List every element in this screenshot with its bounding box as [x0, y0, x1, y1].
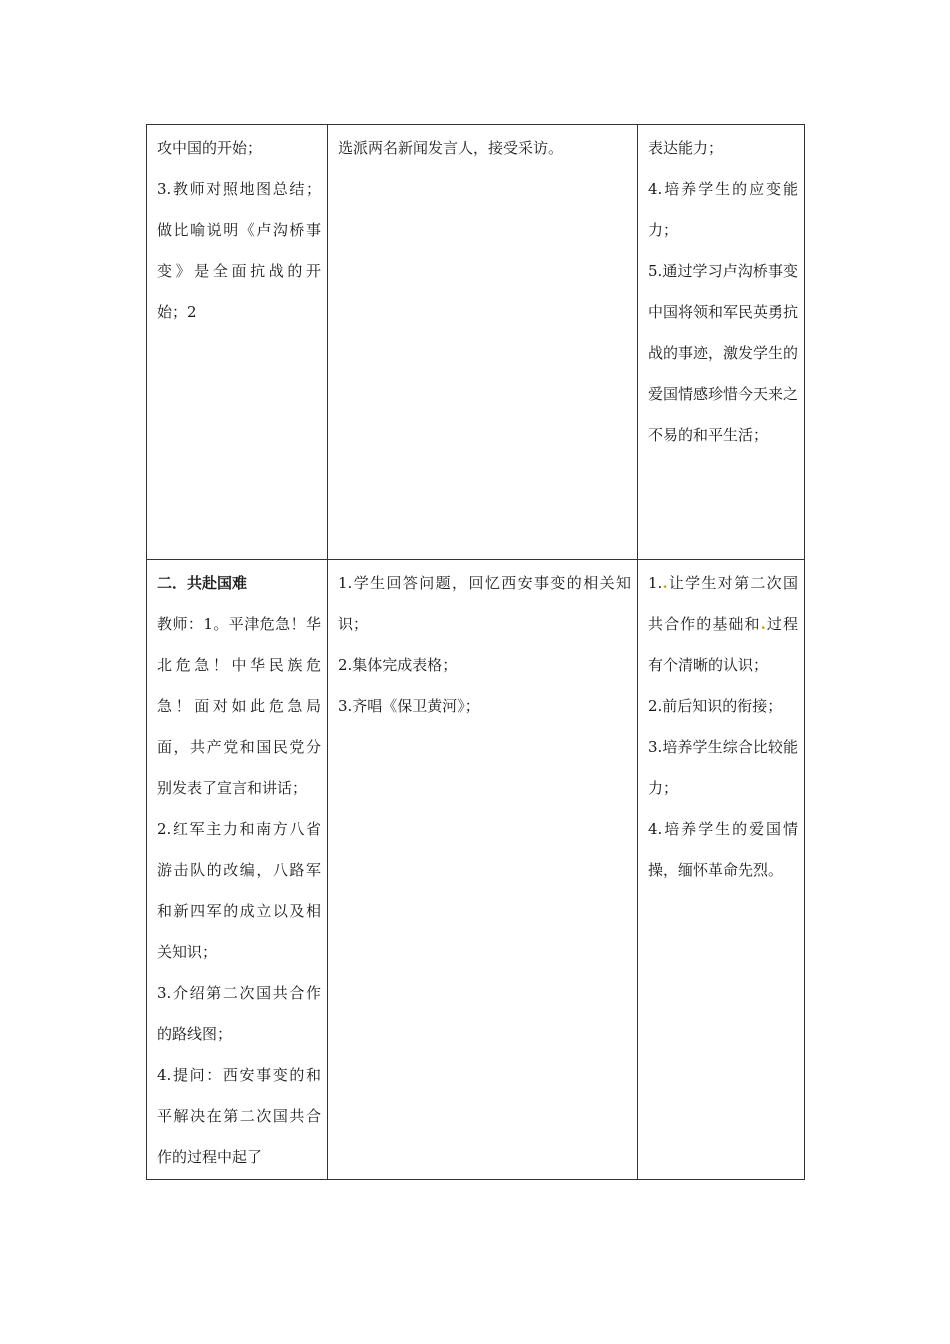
paragraph: 2.集体完成表格；	[338, 656, 458, 674]
paragraph: 3.介绍第二次国共合作的路线图；	[157, 984, 321, 1043]
lesson-plan-table	[146, 124, 805, 1180]
paragraph: 3.教师对照地图总结；做比喻说明《卢沟桥事变》是全面抗战的开始；2	[157, 180, 321, 321]
table-row	[147, 125, 805, 560]
student-activity-cell	[328, 125, 638, 560]
paragraph: 3.齐唱《保卫黄河》；	[338, 697, 480, 715]
teacher-activity-cell	[147, 125, 328, 560]
paragraph: 4.培养学生的应变能力；	[648, 180, 798, 239]
teacher-activity-cell	[147, 560, 328, 1180]
paragraph: 2.红军主力和南方八省游击队的改编，八路军和新四军的成立以及相关知识；	[157, 820, 321, 961]
item-number: 1.	[648, 574, 663, 592]
paragraph	[648, 563, 798, 686]
design-intent-cell	[638, 560, 805, 1180]
table-row	[147, 560, 805, 1180]
paragraph: 4.提问：西安事变的和平解决在第二次国共合作的过程中起了	[157, 1066, 321, 1166]
paragraph: 选派两名新闻发言人，接受采访。	[338, 139, 564, 157]
paragraph: 2.前后知识的衔接；	[648, 697, 783, 715]
student-activity-cell	[328, 560, 638, 1180]
item-text: 让学生对第二次国共合作的基础和	[648, 574, 798, 633]
yellow-mark: .	[760, 615, 766, 633]
paragraph: 5.通过学习卢沟桥事变中国将领和军民英勇抗战的事迹，激发学生的爱国情感珍惜今天来之不易的和平生活；	[648, 262, 799, 444]
paragraph: 表达能力；	[648, 139, 724, 157]
yellow-mark: .	[662, 574, 668, 592]
paragraph: 1.学生回答问题，回忆西安事变的相关知识；	[338, 574, 631, 633]
design-intent-cell	[638, 125, 805, 560]
paragraph: 3.培养学生综合比较能力；	[648, 738, 798, 797]
item-text: 过程有个清晰的认识；	[648, 615, 798, 674]
section-heading: 二．共赴国难	[157, 574, 248, 592]
paragraph: 4.培养学生的爱国情操，缅怀革命先烈。	[648, 820, 798, 879]
paragraph: 教师：1。平津危急！华北危急！中华民族危急！面对如此危急局面，共产党和国民党分别发表了宣言和讲话；	[157, 615, 321, 797]
paragraph: 攻中国的开始；	[157, 139, 263, 157]
